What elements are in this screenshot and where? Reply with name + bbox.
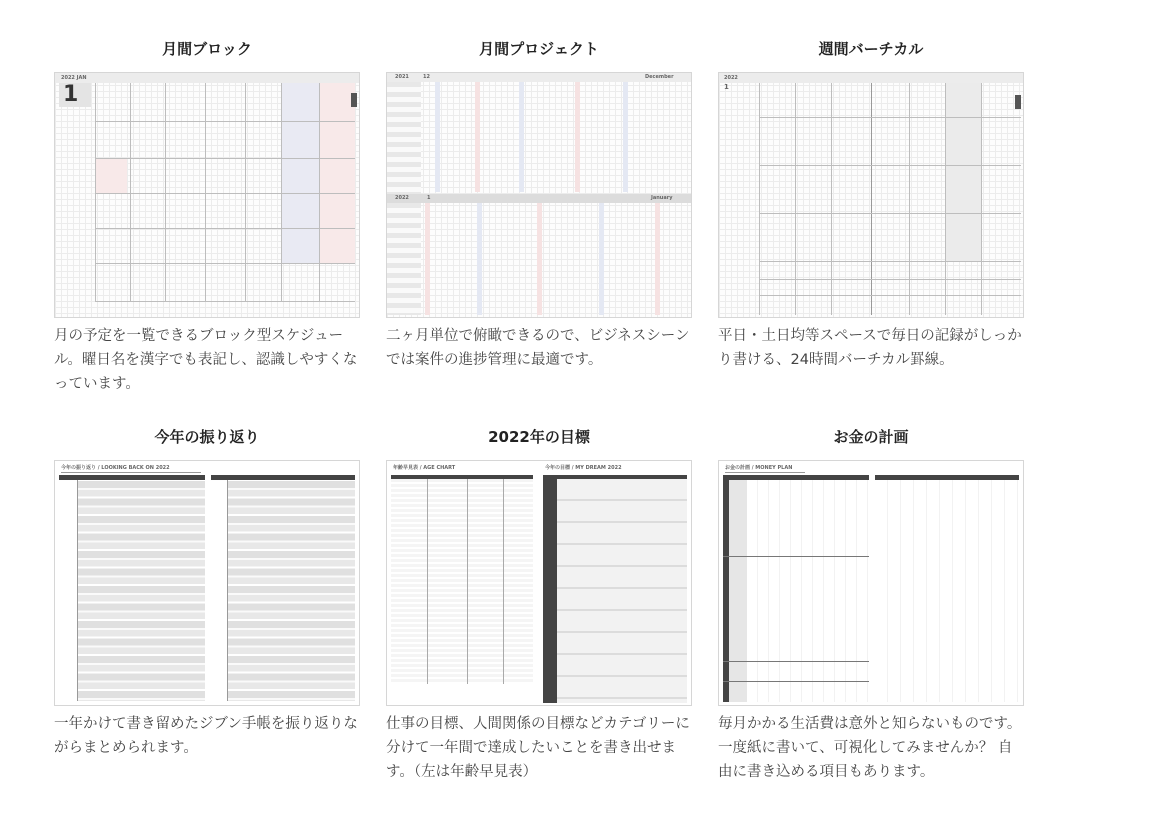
thumb-month-2: 1 bbox=[427, 195, 431, 201]
thumb-header: お金の計画 / MONEY PLAN bbox=[725, 465, 793, 471]
card-2022-goals bbox=[386, 426, 692, 784]
card-monthly-block bbox=[54, 38, 360, 396]
thumb-year-2: 2022 bbox=[395, 195, 409, 201]
card-description: 月の予定を一覧できるブロック型スケジュール。曜日名を漢字でも表記し、認識しやすくなっています。 bbox=[54, 328, 358, 392]
weekly-vertical-thumbnail bbox=[718, 72, 1024, 318]
thumb-year-1: 2021 bbox=[395, 74, 409, 80]
year-review-thumbnail bbox=[54, 460, 360, 706]
card-title: 今年の振り返り bbox=[154, 428, 260, 446]
card-description: 二ヶ月単位で俯瞰できるので、ビジネスシーンでは案件の進捗管理に最適です。 bbox=[386, 328, 690, 368]
thumb-year: 2022 JAN bbox=[61, 75, 87, 81]
card-money-plan bbox=[718, 426, 1024, 784]
card-description: 仕事の目標、人間関係の目標などカテゴリーに分けて一年間で達成したいことを書き出せます。（左は年齢早見表） bbox=[386, 716, 690, 780]
monthly-project-thumbnail bbox=[386, 72, 692, 318]
money-plan-thumbnail bbox=[718, 460, 1024, 706]
card-monthly-project bbox=[386, 38, 692, 372]
card-title: 月間プロジェクト bbox=[479, 40, 599, 58]
thumb-header: 今年の振り返り / LOOKING BACK ON 2022 bbox=[61, 465, 170, 471]
card-description: 平日・土日均等スペースで毎日の記録がしっかり書ける、24時間バーチカル罫線。 bbox=[718, 328, 1022, 368]
thumb-month-1: 12 bbox=[423, 74, 430, 80]
card-title: 月間ブロック bbox=[162, 40, 252, 58]
card-title: お金の計画 bbox=[833, 428, 909, 446]
card-title: 週間バーチカル bbox=[818, 40, 924, 58]
thumb-month-number: 1 bbox=[63, 82, 79, 107]
card-description: 毎月かかる生活費は意外と知らないものです。 一度紙に書いて、可視化してみませんか？ 自由に書き込める項目もあります。 bbox=[718, 716, 1022, 780]
monthly-block-thumbnail bbox=[54, 72, 360, 318]
card-year-review bbox=[54, 426, 360, 760]
card-weekly-vertical bbox=[718, 38, 1024, 372]
thumb-month-name-1: December bbox=[645, 74, 674, 80]
thumb-month: 1 bbox=[724, 83, 729, 91]
card-description: 一年かけて書き留めたジブン手帳を振り返りながらまとめられます。 bbox=[54, 716, 358, 756]
goals-thumbnail bbox=[386, 460, 692, 706]
card-title: 2022年の目標 bbox=[488, 428, 590, 446]
thumb-year: 2022 bbox=[724, 75, 738, 81]
thumb-right-header: 今年の目標 / MY DREAM 2022 bbox=[545, 465, 622, 471]
thumb-month-name-2: January bbox=[651, 195, 673, 201]
thumb-left-header: 年齢早見表 / AGE CHART bbox=[393, 465, 456, 471]
